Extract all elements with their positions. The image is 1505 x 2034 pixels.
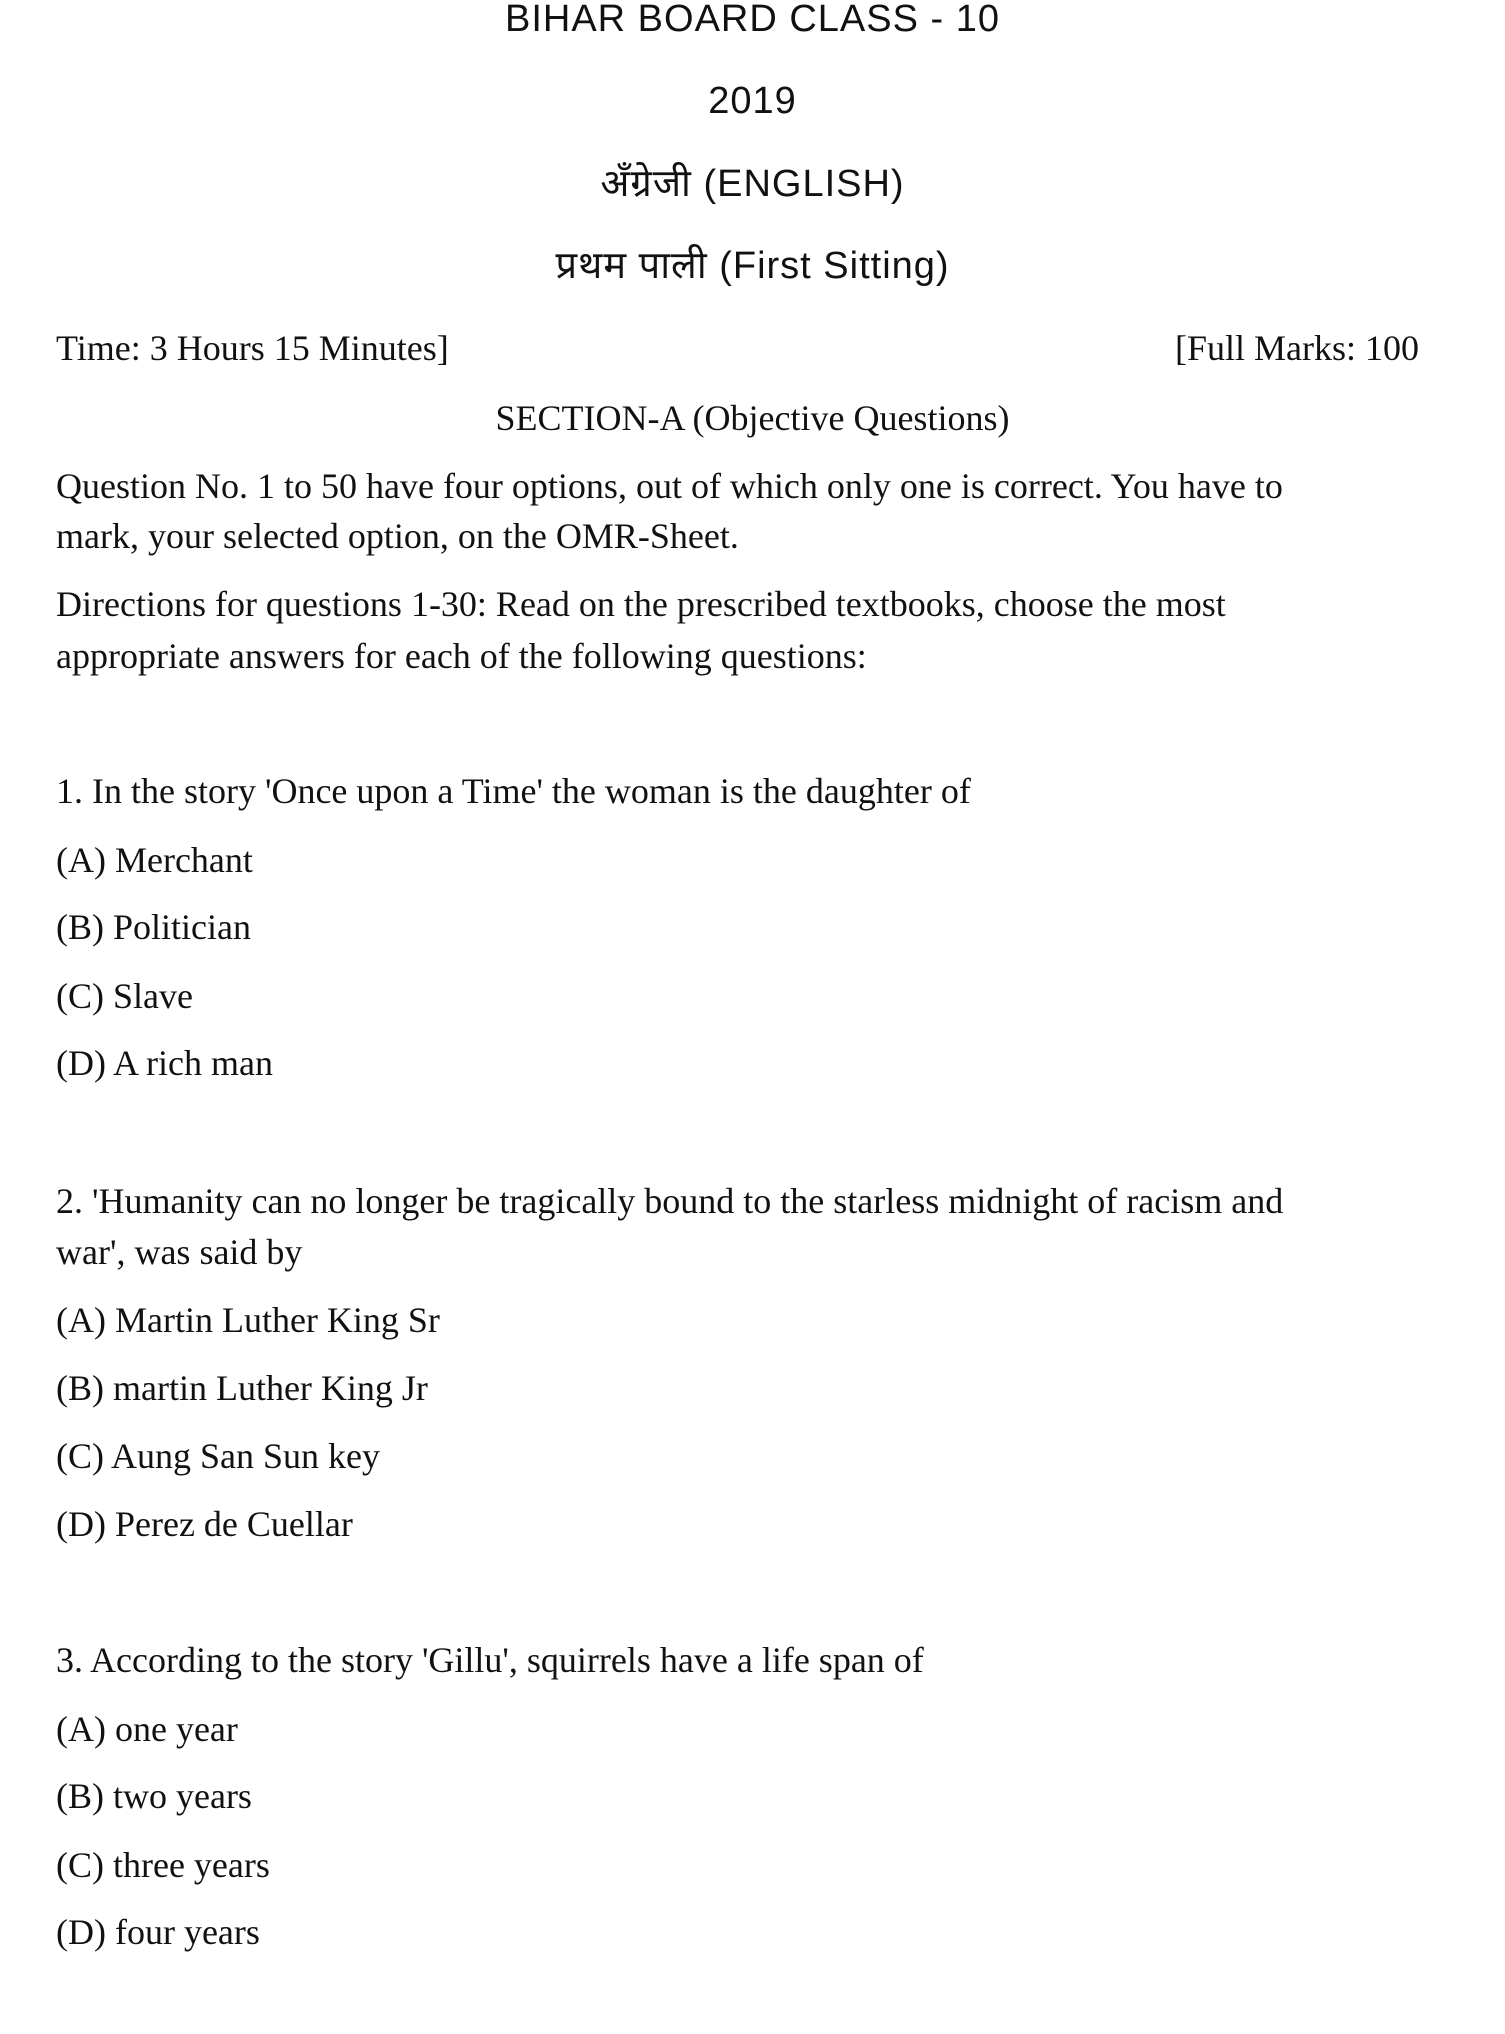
option-b: (B) Politician [56, 907, 251, 947]
instruction-line: mark, your selected option, on the OMR-Sheet. [56, 516, 739, 556]
section-title: SECTION-A (Objective Questions) [495, 398, 1010, 438]
option-b: (B) two years [56, 1776, 252, 1816]
exam-year: 2019 [708, 80, 797, 122]
question-text: 1. In the story 'Once upon a Time' the woman is the daughter of [56, 771, 971, 811]
option-a: (A) one year [56, 1709, 238, 1749]
time-label: Time: 3 Hours 15 Minutes] [56, 328, 449, 368]
option-a: (A) Merchant [56, 840, 253, 880]
option-d: (D) Perez de Cuellar [56, 1504, 353, 1544]
subject-title: अँग्रेजी (ENGLISH) [600, 163, 905, 205]
option-c: (C) Aung San Sun key [56, 1436, 380, 1476]
option-c: (C) Slave [56, 976, 193, 1016]
instruction-line: Question No. 1 to 50 have four options, out of which only one is correct. You have to [56, 466, 1283, 506]
full-marks-label: [Full Marks: 100 [1174, 328, 1419, 368]
option-b: (B) martin Luther King Jr [56, 1368, 428, 1408]
directions-line: appropriate answers for each of the following questions: [56, 636, 867, 676]
question-text: 3. According to the story 'Gillu', squirrels have a life span of [56, 1640, 924, 1680]
option-c: (C) three years [56, 1845, 270, 1885]
question-text: war', was said by [56, 1232, 303, 1272]
sitting-label: प्रथम पाली (First Sitting) [555, 245, 950, 287]
question-text: 2. 'Humanity can no longer be tragically bound to the starless midnight of racism and [56, 1181, 1284, 1221]
option-d: (D) A rich man [56, 1043, 273, 1083]
directions-line: Directions for questions 1-30: Read on the prescribed textbooks, choose the most [56, 584, 1226, 624]
board-title: BIHAR BOARD CLASS - 10 [504, 0, 1001, 40]
option-d: (D) four years [56, 1912, 260, 1952]
option-a: (A) Martin Luther King Sr [56, 1300, 440, 1340]
